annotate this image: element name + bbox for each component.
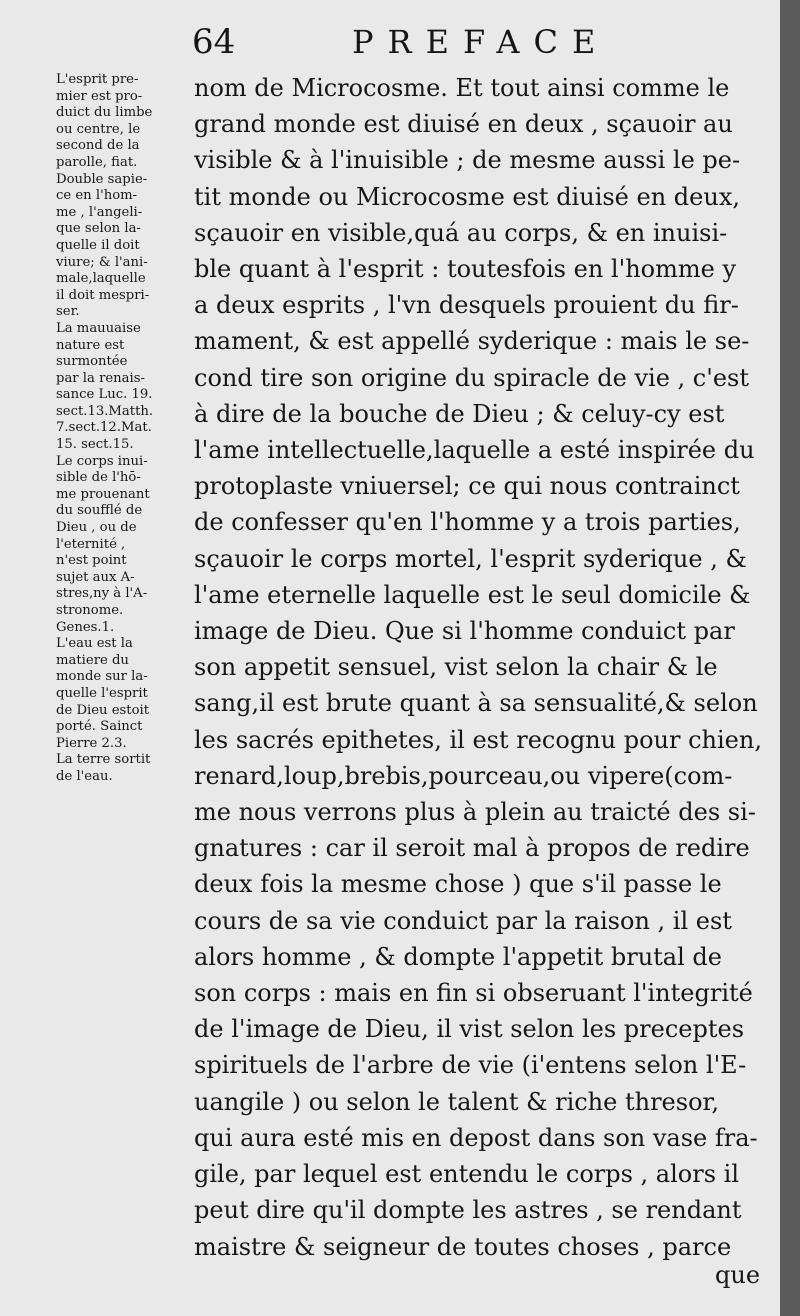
- margin-note-line: sect.13.Matth.: [56, 403, 154, 419]
- body-text-line: de l'image de Dieu, il vist selon les preceptes: [194, 1015, 745, 1044]
- margin-note-line: monde sur la-: [56, 669, 148, 685]
- body-text-line: protoplaste vniuersel; ce qui nous contrainct: [194, 472, 740, 501]
- margin-notes: [56, 72, 194, 786]
- margin-note-line: mier est pro-: [56, 88, 143, 104]
- body-text-line: mament, & est appellé syderique : mais le se-: [194, 327, 750, 356]
- body-text-line: grand monde est diuisé en deux , sçauoir au: [194, 110, 733, 139]
- margin-note-line: ser.: [56, 304, 80, 320]
- body-text-line: qui aura esté mis en depost dans son vase fra-: [194, 1123, 758, 1152]
- page-number: 64: [192, 22, 236, 62]
- book-gutter: [780, 0, 800, 1316]
- body-text-line: de confesser qu'en l'homme y a trois parties,: [194, 508, 741, 537]
- margin-note-line: La terre sortit: [56, 752, 151, 768]
- margin-note-line: me , l'angeli-: [56, 204, 143, 220]
- margin-note-line: matiere du: [56, 652, 129, 668]
- body-text-line: visible & à l'inuisible ; de mesme aussi le pe-: [194, 146, 741, 175]
- body-text-line: alors homme , & dompte l'appetit brutal de: [194, 942, 722, 971]
- body-text-line: peut dire qu'il dompte les astres , se rendant: [194, 1196, 742, 1225]
- margin-note-line: parolle, fiat.: [56, 154, 138, 170]
- margin-note-line: ou centre, le: [56, 121, 141, 137]
- margin-note-line: n'est point: [56, 553, 127, 569]
- body-text-line: sçauoir en visible,quá au corps, & en inuisi-: [194, 218, 728, 247]
- body-text: [194, 70, 774, 1265]
- margin-note-line: second de la: [56, 138, 140, 154]
- body-text-line: tit monde ou Microcosme est diuisé en deux,: [194, 182, 740, 211]
- body-text-line: me nous verrons plus à plein au traicté des si-: [194, 798, 756, 827]
- body-text-line: l'ame eternelle laquelle est le seul domicile &: [194, 580, 751, 609]
- margin-note-line: Dieu , ou de: [56, 520, 137, 536]
- body-text-line: son appetit sensuel, vist selon la chair & le: [194, 653, 718, 682]
- body-text-line: a deux esprits , l'vn desquels prouient du fir-: [194, 291, 739, 320]
- body-text-line: uangile ) ou selon le talent & riche thresor,: [194, 1087, 719, 1116]
- body-text-line: deux fois la mesme chose ) que s'il passe le: [194, 870, 722, 899]
- body-text-line: gnatures : car il seroit mal à propos de redire: [194, 834, 750, 863]
- margin-note-line: nature est: [56, 337, 125, 353]
- margin-note-line: porté. Sainct: [56, 719, 143, 735]
- margin-note-line: par la renais-: [56, 370, 145, 386]
- running-title: PREFACE: [352, 23, 610, 61]
- body-text-line: maistre & seigneur de toutes choses , parce: [194, 1232, 732, 1261]
- body-text-line: gile, par lequel est entendu le corps , alors il: [194, 1160, 740, 1189]
- body-text-line: l'ame intellectuelle,laquelle a esté inspirée du: [194, 436, 755, 465]
- margin-note-line: ce en l'hom-: [56, 188, 138, 204]
- margin-note-line: L'eau est la: [56, 636, 133, 652]
- catchword: que: [715, 1261, 761, 1289]
- margin-note-line: male,laquelle: [56, 271, 146, 287]
- margin-note-line: Le corps inui-: [56, 453, 148, 469]
- margin-note-line: me prouenant: [56, 486, 150, 502]
- margin-note-line: quelle il doit: [56, 237, 140, 253]
- margin-note-line: stronome.: [56, 603, 124, 618]
- margin-note-line: quelle l'esprit: [56, 685, 148, 701]
- body-text-line: cond tire son origine du spiracle de vie , c'est: [194, 363, 749, 392]
- body-text-line: sang,il est brute quant à sa sensualité,& selon: [194, 689, 758, 718]
- margin-note-line: Pierre 2.3.: [56, 735, 127, 751]
- margin-note-line: il doit mespri-: [56, 287, 150, 303]
- body-text-line: son corps : mais en fin si obseruant l'integrité: [194, 979, 753, 1008]
- margin-note-line: de l'eau.: [56, 768, 113, 784]
- margin-note-line: 7.sect.12.Mat.: [56, 420, 152, 436]
- margin-note-line: surmontée: [56, 354, 128, 370]
- margin-note-line: l'eternité ,: [56, 536, 126, 552]
- margin-note-line: sujet aux A-: [56, 569, 135, 585]
- body-text-line: nom de Microcosme. Et tout ainsi comme le: [194, 74, 730, 102]
- body-text-line: cours de sa vie conduict par la raison , il est: [194, 906, 732, 935]
- margin-note-line: sance Luc. 19.: [56, 387, 153, 403]
- margin-note-line: du soufflé de: [56, 503, 143, 519]
- body-text-line: renard,loup,brebis,pourceau,ou vipere(com-: [194, 761, 733, 790]
- margin-note-line: L'esprit pre-: [56, 72, 139, 87]
- body-text-line: spirituels de l'arbre de vie (i'entens selon l'E-: [194, 1051, 747, 1080]
- margin-note-line: duict du limbe: [56, 105, 153, 121]
- body-text-line: image de Dieu. Que si l'homme conduict par: [194, 617, 735, 646]
- margin-note-line: 15. sect.15.: [56, 437, 134, 453]
- body-text-line: ble quant à l'esprit : toutesfois en l'homme y: [194, 255, 737, 284]
- body-text-line: à dire de la bouche de Dieu ; & celuy-cy est: [194, 399, 725, 428]
- margin-note-line: La mauuaise: [56, 320, 141, 336]
- body-text-line: sçauoir le corps mortel, l'esprit syderique , &: [194, 544, 747, 573]
- margin-note-line: sible de l'hō-: [56, 470, 141, 486]
- page-header: [0, 18, 780, 68]
- margin-note-line: Double sapie-: [56, 171, 148, 187]
- margin-note-line: stres,ny à l'A-: [56, 586, 148, 602]
- margin-note-line: de Dieu estoit: [56, 702, 150, 718]
- margin-note-line: Genes.1.: [56, 619, 115, 635]
- margin-note-line: viure; & l'ani-: [56, 254, 148, 270]
- body-text-line: les sacrés epithetes, il est recognu pour chien,: [194, 725, 762, 754]
- margin-note-line: que selon la-: [56, 221, 141, 237]
